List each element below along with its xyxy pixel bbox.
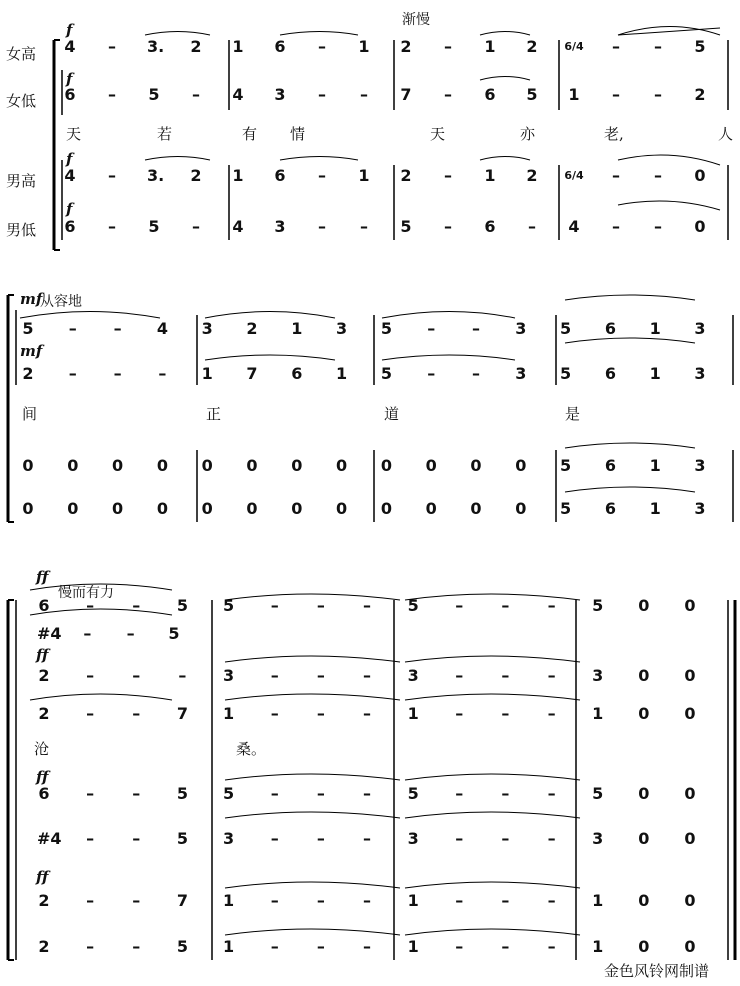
note: 4 xyxy=(64,166,76,185)
note: 3 xyxy=(694,364,706,383)
note: 3 xyxy=(222,666,235,685)
note: – xyxy=(547,596,556,615)
note: 0 xyxy=(638,704,650,723)
note: – xyxy=(501,666,510,685)
note: 0 xyxy=(684,596,696,615)
note: – xyxy=(270,784,279,803)
note: 5 xyxy=(560,499,572,518)
note: 1 xyxy=(649,364,661,383)
note: – xyxy=(444,37,452,56)
note: – xyxy=(455,666,464,685)
dynamic-b3: ff xyxy=(36,868,49,886)
expression-mark-3: 慢而有力 xyxy=(58,585,114,601)
note: 6 xyxy=(64,217,76,236)
note: – xyxy=(108,85,116,104)
note: 2 xyxy=(22,364,34,383)
note: 6 xyxy=(604,364,616,383)
note: 5 xyxy=(400,217,412,236)
note: – xyxy=(86,891,95,910)
dynamic-s2: mf xyxy=(20,290,43,308)
note: 5 xyxy=(148,217,160,236)
lyric: 老, xyxy=(604,125,624,143)
note: 0 xyxy=(684,937,696,956)
note: 1 xyxy=(592,891,604,910)
note: – xyxy=(547,891,556,910)
note: – xyxy=(86,704,95,723)
note: 5 xyxy=(176,937,188,956)
note: 5 xyxy=(222,784,235,803)
note: – xyxy=(547,937,556,956)
note: 5 xyxy=(526,85,538,104)
note: 2 xyxy=(38,937,50,956)
note: 1 xyxy=(649,456,661,475)
note: – xyxy=(654,37,662,56)
note: 3 xyxy=(592,666,604,685)
note: 5 xyxy=(222,596,235,615)
note: 1 xyxy=(232,166,244,185)
note: – xyxy=(472,364,480,383)
note: 3 xyxy=(407,829,419,848)
note: – xyxy=(86,937,95,956)
note: – xyxy=(654,217,662,236)
note: 0 xyxy=(291,499,303,518)
note: 1 xyxy=(568,85,580,104)
note: – xyxy=(612,37,620,56)
note: – xyxy=(318,85,326,104)
dynamic-t1: f xyxy=(66,150,73,168)
note: 6/4 xyxy=(564,40,584,53)
note: 0 xyxy=(201,456,213,475)
dynamic-t3: ff xyxy=(36,768,49,786)
note: – xyxy=(360,85,368,104)
note: 2 xyxy=(400,37,412,56)
lyric: 天 xyxy=(430,125,446,143)
note: – xyxy=(547,829,556,848)
note: 3 xyxy=(694,499,706,518)
note: 2 xyxy=(400,166,412,185)
note: 1 xyxy=(407,937,419,956)
lyric: 间 xyxy=(22,405,38,423)
note: 3 xyxy=(274,85,286,104)
note: 4 xyxy=(568,217,580,236)
note: 0 xyxy=(380,499,392,518)
note: 0 xyxy=(638,829,650,848)
note: 5 xyxy=(380,319,392,338)
note: – xyxy=(455,784,464,803)
lyric: 人 xyxy=(718,125,734,143)
note: 1 xyxy=(222,937,235,956)
lyric: 情 xyxy=(290,125,306,143)
note: 0 xyxy=(380,456,392,475)
note: 6 xyxy=(484,217,496,236)
note: – xyxy=(501,937,510,956)
note: 0 xyxy=(694,217,706,236)
note: 6 xyxy=(291,364,303,383)
note: – xyxy=(455,891,464,910)
note: 5 xyxy=(407,784,419,803)
note: 5 xyxy=(592,596,604,615)
note: – xyxy=(86,596,95,615)
note: 6 xyxy=(604,456,616,475)
note: 7 xyxy=(176,891,188,910)
note: 3 xyxy=(407,666,419,685)
note: – xyxy=(363,937,371,956)
note: – xyxy=(612,217,620,236)
note: – xyxy=(427,319,436,338)
dynamic-a2: mf xyxy=(20,342,43,360)
note: – xyxy=(178,666,187,685)
note: – xyxy=(108,166,116,185)
note: 6 xyxy=(274,166,286,185)
note: – xyxy=(158,364,167,383)
note: 5 xyxy=(560,319,572,338)
note: 0 xyxy=(470,499,482,518)
note: – xyxy=(86,784,95,803)
note: – xyxy=(316,704,325,723)
note: 2 xyxy=(38,704,50,723)
note: 2 xyxy=(694,85,706,104)
note: – xyxy=(363,666,371,685)
note: 5 xyxy=(560,456,572,475)
note: 6 xyxy=(64,85,76,104)
note: – xyxy=(654,85,662,104)
note: 2 xyxy=(526,37,538,56)
note: 0 xyxy=(694,166,706,185)
watermark: 金色风铃网制谱 xyxy=(604,962,710,980)
note: 0 xyxy=(291,456,303,475)
note: – xyxy=(363,829,371,848)
note: 0 xyxy=(470,456,482,475)
note: – xyxy=(472,319,480,338)
note: 6 xyxy=(274,37,286,56)
note: 0 xyxy=(22,499,34,518)
note: 3 xyxy=(592,829,604,848)
note: – xyxy=(547,666,556,685)
lyric: 沧 xyxy=(34,740,50,758)
dynamic-s1: f xyxy=(66,21,73,39)
note: 2 xyxy=(526,166,538,185)
note: – xyxy=(318,166,326,185)
note: 4 xyxy=(232,85,244,104)
note: 3 xyxy=(515,319,527,338)
note: – xyxy=(501,704,510,723)
dynamic-a3: ff xyxy=(36,646,49,664)
note: 1 xyxy=(358,37,370,56)
lyric: 天 xyxy=(66,125,82,143)
note: 3 xyxy=(336,319,348,338)
note: 0 xyxy=(112,456,124,475)
note: #4 xyxy=(37,624,62,643)
note: – xyxy=(612,85,620,104)
note: 5 xyxy=(176,784,188,803)
note: 3 xyxy=(201,319,213,338)
note: 6/4 xyxy=(564,169,584,182)
expression-mark-2: 从容地 xyxy=(40,294,82,310)
note: – xyxy=(68,364,77,383)
note: – xyxy=(427,364,436,383)
note: – xyxy=(270,704,279,723)
note: 0 xyxy=(336,499,348,518)
note: – xyxy=(132,666,141,685)
note: 0 xyxy=(684,891,696,910)
label-soprano: 女高 xyxy=(6,45,37,63)
note: 0 xyxy=(201,499,213,518)
note: 5 xyxy=(176,829,188,848)
note: 0 xyxy=(638,784,650,803)
note: 0 xyxy=(684,829,696,848)
note: – xyxy=(363,596,371,615)
note: 1 xyxy=(201,364,213,383)
note: – xyxy=(68,319,77,338)
note: 5 xyxy=(148,85,160,104)
note: 7 xyxy=(400,85,412,104)
note: – xyxy=(132,937,141,956)
note: – xyxy=(270,937,279,956)
note: – xyxy=(501,891,510,910)
note: 1 xyxy=(407,704,419,723)
note: – xyxy=(363,704,371,723)
note: – xyxy=(360,217,368,236)
note: 5 xyxy=(22,319,34,338)
note: – xyxy=(455,704,464,723)
note: 6 xyxy=(484,85,496,104)
note: 6 xyxy=(604,499,616,518)
note: 0 xyxy=(246,499,258,518)
note: – xyxy=(547,784,556,803)
note: 0 xyxy=(22,456,34,475)
note: 5 xyxy=(380,364,392,383)
lyric: 桑。 xyxy=(236,740,267,758)
note: – xyxy=(316,829,325,848)
note: – xyxy=(86,829,95,848)
note: 1 xyxy=(358,166,370,185)
label-alto: 女低 xyxy=(6,92,37,110)
note: 1 xyxy=(592,704,604,723)
note: 0 xyxy=(425,456,437,475)
note: 3 xyxy=(694,456,706,475)
note: 1 xyxy=(232,37,244,56)
note: 1 xyxy=(407,891,419,910)
note: 0 xyxy=(515,499,527,518)
note: 0 xyxy=(156,456,168,475)
note: 2 xyxy=(190,37,202,56)
note: – xyxy=(126,624,135,643)
note: 5 xyxy=(560,364,572,383)
label-tenor: 男高 xyxy=(6,172,37,190)
tempo-mark: 渐慢 xyxy=(402,12,430,28)
note: – xyxy=(363,891,371,910)
note: – xyxy=(270,829,279,848)
note: 4 xyxy=(64,37,76,56)
note: 5 xyxy=(168,624,180,643)
note: 0 xyxy=(638,666,650,685)
note: 7 xyxy=(176,704,188,723)
note: 0 xyxy=(112,499,124,518)
note: 3 xyxy=(515,364,527,383)
note: 5 xyxy=(407,596,419,615)
label-bass: 男低 xyxy=(6,221,37,239)
lyric: 是 xyxy=(565,405,581,423)
note: 1 xyxy=(484,166,496,185)
note: – xyxy=(113,364,122,383)
note: 1 xyxy=(592,937,604,956)
dynamic-b1: f xyxy=(66,200,73,218)
note: – xyxy=(455,829,464,848)
note: 4 xyxy=(232,217,244,236)
note: 6 xyxy=(38,784,50,803)
note: – xyxy=(444,166,452,185)
note: – xyxy=(86,666,95,685)
note: – xyxy=(316,937,325,956)
note: 2 xyxy=(38,666,50,685)
lyric: 亦 xyxy=(520,125,536,143)
note: – xyxy=(83,624,92,643)
note: 3. xyxy=(147,166,165,185)
note: – xyxy=(547,704,556,723)
note: – xyxy=(444,85,452,104)
note: 5 xyxy=(176,596,188,615)
note: – xyxy=(612,166,620,185)
note: – xyxy=(108,217,116,236)
note: 0 xyxy=(156,499,168,518)
note: – xyxy=(132,784,141,803)
note: 0 xyxy=(425,499,437,518)
note: 6 xyxy=(38,596,50,615)
lyric: 若 xyxy=(157,125,173,143)
lyric: 有 xyxy=(242,125,258,143)
note: – xyxy=(501,784,510,803)
note: #4 xyxy=(37,829,62,848)
note: – xyxy=(318,217,326,236)
note: 2 xyxy=(246,319,258,338)
note: – xyxy=(501,596,510,615)
note: 0 xyxy=(638,596,650,615)
note: 7 xyxy=(246,364,258,383)
note: 3 xyxy=(274,217,286,236)
note: 1 xyxy=(222,891,235,910)
note: 0 xyxy=(246,456,258,475)
note: 2 xyxy=(38,891,50,910)
dynamic-a1: f xyxy=(66,70,73,88)
note: 3. xyxy=(147,37,165,56)
note: – xyxy=(654,166,662,185)
note: – xyxy=(192,217,200,236)
note: – xyxy=(318,37,326,56)
note: 0 xyxy=(638,891,650,910)
note: 0 xyxy=(684,784,696,803)
note: – xyxy=(455,596,464,615)
note: – xyxy=(316,784,325,803)
note: – xyxy=(528,217,536,236)
lyric: 正 xyxy=(206,405,222,423)
note: – xyxy=(113,319,122,338)
note: – xyxy=(455,937,464,956)
note: – xyxy=(316,596,325,615)
note: 0 xyxy=(684,666,696,685)
note: – xyxy=(270,666,279,685)
note: 0 xyxy=(515,456,527,475)
note: 0 xyxy=(684,704,696,723)
note: – xyxy=(270,596,279,615)
note: 5 xyxy=(694,37,706,56)
lyric: 道 xyxy=(384,405,400,423)
note: 3 xyxy=(222,829,235,848)
note: – xyxy=(316,666,325,685)
note: 1 xyxy=(649,319,661,338)
note: – xyxy=(132,829,141,848)
note: 0 xyxy=(67,499,79,518)
note: – xyxy=(132,891,141,910)
note: 2 xyxy=(190,166,202,185)
note: 1 xyxy=(484,37,496,56)
note: 0 xyxy=(638,937,650,956)
note: – xyxy=(132,596,141,615)
note: – xyxy=(316,891,325,910)
note: 1 xyxy=(649,499,661,518)
note: 4 xyxy=(156,319,168,338)
note: 6 xyxy=(604,319,616,338)
note: 1 xyxy=(222,704,235,723)
note: 1 xyxy=(291,319,303,338)
note: 3 xyxy=(694,319,706,338)
note: – xyxy=(501,829,510,848)
dynamic-s3: ff xyxy=(36,568,49,586)
note: – xyxy=(270,891,279,910)
note: – xyxy=(132,704,141,723)
note: – xyxy=(444,217,452,236)
note: 0 xyxy=(67,456,79,475)
note: – xyxy=(363,784,371,803)
note: – xyxy=(192,85,200,104)
note: – xyxy=(108,37,116,56)
note: 5 xyxy=(592,784,604,803)
note: 1 xyxy=(336,364,348,383)
note: 0 xyxy=(336,456,348,475)
